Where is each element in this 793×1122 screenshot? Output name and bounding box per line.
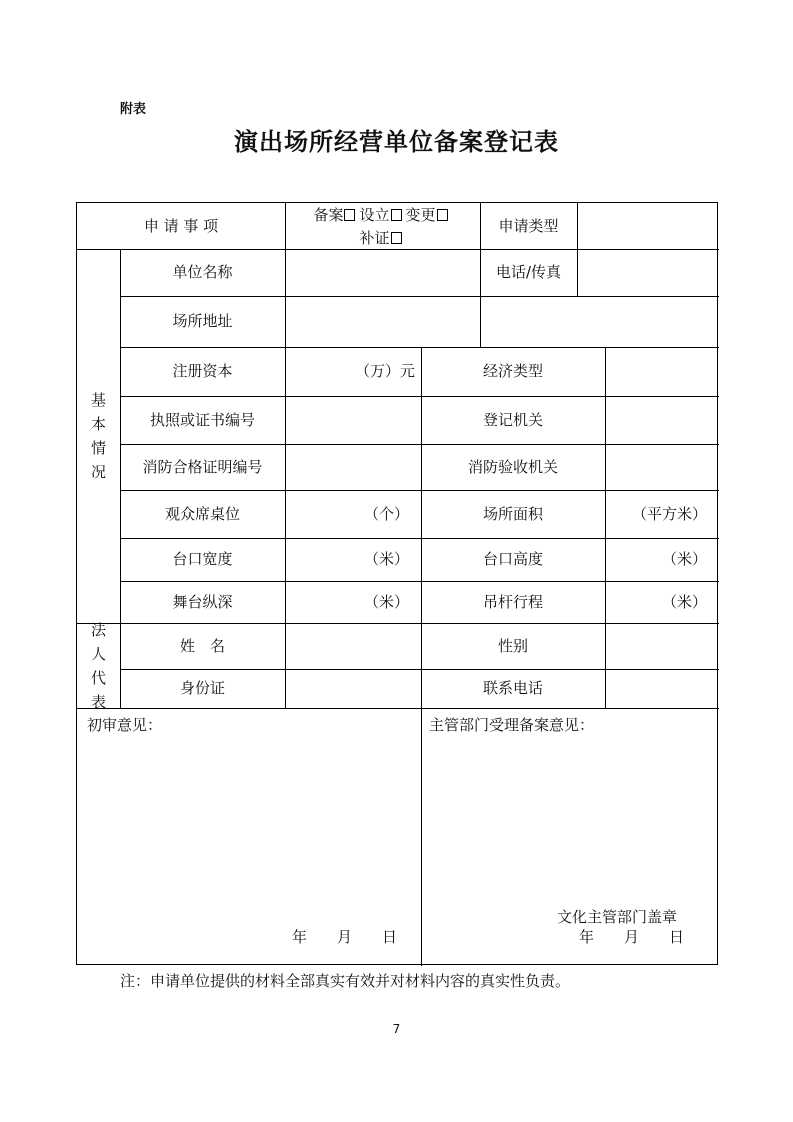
- seats-unit: （个）: [363, 504, 409, 523]
- unit-name-field[interactable]: [285, 249, 480, 296]
- stage-width-unit: （米）: [363, 550, 409, 569]
- seal-label: 文化主管部门盖章: [557, 908, 678, 926]
- stage-height-unit: （米）: [661, 550, 707, 569]
- area-field[interactable]: [605, 490, 719, 538]
- legal-rep-group: [77, 620, 120, 711]
- basic-info-group-label: 基本情况: [90, 391, 106, 481]
- registration-form: [76, 202, 718, 965]
- boom-travel-label: 吊杆行程: [482, 592, 543, 611]
- stage-depth-label: 舞台纵深: [172, 592, 233, 611]
- stage-height-field[interactable]: [605, 538, 719, 581]
- address-label: 场所地址: [172, 312, 233, 331]
- option-establish[interactable]: 设立: [359, 205, 405, 225]
- registration-authority-field[interactable]: [605, 396, 719, 444]
- option-change[interactable]: 变更: [406, 205, 452, 225]
- capital-label: 注册资本: [172, 362, 233, 381]
- registration-authority-label: 登记机关: [482, 410, 543, 429]
- economic-type-label: 经济类型: [482, 362, 543, 381]
- seats-field[interactable]: [285, 490, 421, 538]
- gender-label: 性别: [497, 636, 528, 655]
- initial-review-area[interactable]: [77, 708, 421, 966]
- fire-cert-field[interactable]: [285, 444, 421, 490]
- initial-review-date: 年 月 日: [292, 928, 398, 946]
- stage-depth-field[interactable]: [285, 581, 421, 623]
- stage-width-field[interactable]: [285, 538, 421, 581]
- authority-opinion-label: 主管部门受理备案意见：: [429, 716, 595, 734]
- authority-opinion-date: 年 月 日: [579, 928, 685, 946]
- fire-authority-label: 消防验收机关: [467, 457, 558, 476]
- contact-phone-label: 联系电话: [482, 679, 543, 698]
- id-card-field[interactable]: [285, 669, 421, 708]
- checkbox-reissue[interactable]: [391, 232, 402, 244]
- checkbox-record[interactable]: [344, 209, 355, 221]
- license-no-field[interactable]: [285, 396, 421, 444]
- capital-unit: （万）元: [354, 362, 415, 381]
- unit-name-label: 单位名称: [172, 263, 233, 282]
- option-record[interactable]: 备案: [313, 205, 359, 225]
- page-number: 7: [392, 1022, 401, 1036]
- boom-travel-field[interactable]: [605, 581, 719, 623]
- boom-travel-unit: （米）: [661, 592, 707, 611]
- fire-cert-label: 消防合格证明编号: [142, 457, 263, 476]
- rep-name-field[interactable]: [285, 623, 421, 669]
- option-reissue[interactable]: 补证: [359, 228, 405, 248]
- fire-authority-field[interactable]: [605, 444, 719, 490]
- seats-label: 观众席桌位: [164, 504, 240, 523]
- id-card-label: 身份证: [179, 679, 225, 698]
- basic-info-group: [77, 249, 120, 623]
- stage-height-label: 台口高度: [482, 550, 543, 569]
- page-title: 演出场所经营单位备案登记表: [234, 128, 559, 156]
- apply-options: [285, 203, 480, 249]
- address-field[interactable]: [285, 296, 719, 347]
- initial-review-label: 初审意见：: [87, 716, 163, 734]
- contact-phone-field[interactable]: [605, 669, 719, 708]
- economic-type-field[interactable]: [605, 347, 719, 396]
- capital-field[interactable]: [285, 347, 421, 396]
- phone-fax-label: 电话/传真: [495, 263, 562, 282]
- authority-opinion-area[interactable]: [421, 708, 719, 966]
- stage-depth-unit: （米）: [363, 592, 409, 611]
- area-unit: （平方米）: [631, 504, 707, 523]
- rep-name-label: 姓 名: [179, 636, 225, 655]
- apply-type-label: 申请类型: [498, 216, 559, 235]
- footnote: 注：申请单位提供的材料全部真实有效并对材料内容的真实性负责。: [120, 972, 571, 990]
- apply-item-label: 申 请 事 项: [143, 216, 219, 235]
- attachment-label: 附表: [120, 102, 147, 117]
- area-label: 场所面积: [482, 504, 543, 523]
- license-no-label: 执照或证书编号: [149, 410, 255, 429]
- checkbox-change[interactable]: [437, 209, 448, 221]
- phone-fax-field[interactable]: [577, 249, 719, 296]
- stage-width-label: 台口宽度: [172, 550, 233, 569]
- legal-rep-group-label: 法人代表: [90, 620, 106, 711]
- gender-field[interactable]: [605, 623, 719, 669]
- checkbox-establish[interactable]: [391, 209, 402, 221]
- apply-type-field[interactable]: [577, 203, 719, 249]
